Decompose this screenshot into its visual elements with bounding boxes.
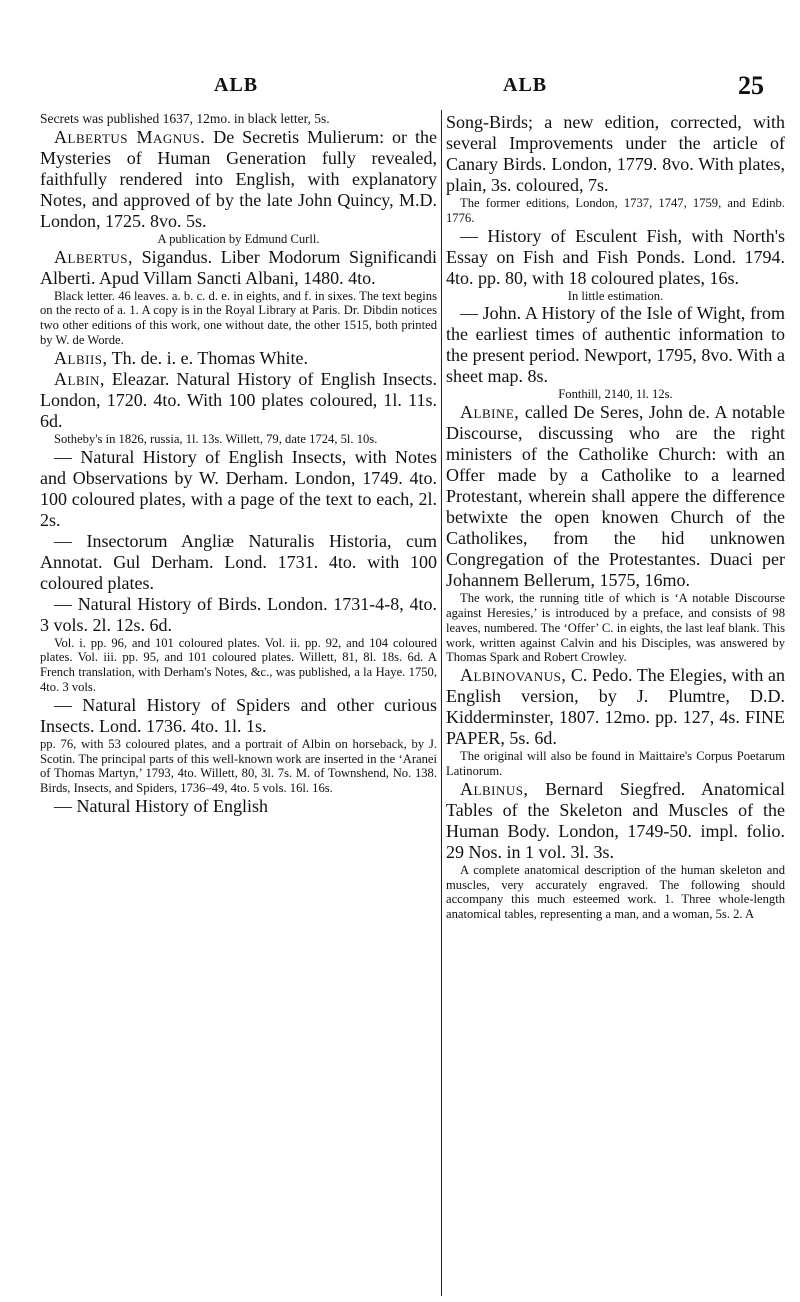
entry-text: — Natural History of English — [54, 795, 268, 816]
catalog-entry — [446, 226, 785, 289]
entry-text: De Secretis Mulierum: or the Mysteries of Human Generation fully revealed, faithfully rendered into English, with explanatory Notes, and approved of by the late John Quincy, M.D. London, 1725. 8vo. 5s. — [40, 126, 437, 231]
header-center-word: ALB — [503, 74, 548, 96]
catalog-entry — [40, 369, 437, 432]
header-left-word: ALB — [214, 74, 259, 96]
catalog-entry — [40, 695, 437, 737]
entry-heading: Albinus, — [460, 778, 529, 799]
catalog-entry — [446, 779, 785, 863]
entry-text: pp. 76, with 53 coloured plates, and a portrait of Albin on horseback, by J. Scotin. The principal parts of this well-known work are inserted in the ‘Aranei of Thomas Martyn,’ 1793, 4to. Willett, 80, 3l. 7s. M. of Townshend, No. 138. Birds, Insects, and Spiders, 1736–49, 4to. 5 vols. 16l. 16s. — [40, 736, 437, 796]
catalog-entry — [40, 796, 437, 817]
catalog-entry — [446, 112, 785, 196]
entry-heading: Albinovanus, — [460, 665, 567, 686]
entry-note — [40, 112, 437, 127]
entry-text: — History of Esculent Fish, with North's Essay on Fish and Fish Ponds. Lond. 1794. 4to. pp. 80, with 18 coloured plates, 16s. — [446, 225, 785, 288]
entry-note — [446, 196, 785, 226]
catalog-entry — [40, 247, 437, 289]
entry-note — [446, 749, 785, 779]
page-number: 25 — [738, 71, 764, 100]
entry-note — [40, 737, 437, 796]
catalog-entry — [40, 531, 437, 594]
entry-text: C. Pedo. The Elegies, with an English version, by J. Plumtre, D.D. Kidderminster, 1807. 12mo. pp. 127, 4s. FINE PAPER, 5s. 6d. — [446, 665, 785, 749]
entry-text: — Natural History of English Insects, with Notes and Observations by W. Derham. London, 1749. 4to. 100 coloured plates, with a page of the text to each, 2l. 2s. — [40, 446, 437, 530]
catalog-entry — [40, 127, 437, 232]
entry-text: The former editions, London, 1737, 1747, 1759, and Edinb. 1776. — [446, 196, 785, 225]
entry-text: A complete anatomical description of the human skeleton and muscles, very accurately engraved. The following should accompany this much esteemed work. 1. Three whole-length anatomical tables, representing a man, and a woman, 5s. 2. A — [446, 862, 785, 922]
entry-heading: Albine, — [460, 402, 520, 423]
entry-text: Vol. i. pp. 96, and 101 coloured plates. Vol. ii. pp. 92, and 104 coloured plates. Vol. iii. pp. 95, and 101 coloured plates. Willett, 81, 8l. 18s. 6d. A French translation, with Derham's Notes, &c., was published, a la Haye. 1750, 4to. 3 vols. — [40, 635, 437, 694]
catalog-entry — [40, 447, 437, 531]
entry-note — [446, 289, 785, 304]
entry-text: The original will also be found in Maittaire's Corpus Poetarum Latinorum. — [446, 749, 785, 778]
entry-heading: Albiis, — [54, 347, 108, 368]
catalog-entry — [446, 303, 785, 387]
entry-note — [446, 863, 785, 922]
entry-text: — Natural History of Spiders and other curious Insects. Lond. 1736. 4to. 1l. 1s. — [40, 694, 437, 736]
entry-note — [40, 289, 437, 348]
entry-text: Secrets was published 1637, 12mo. in black letter, 5s. — [40, 111, 330, 126]
entry-text: Th. de. i. e. Thomas White. — [107, 347, 308, 368]
column-divider — [441, 110, 442, 1296]
entry-text: The work, the running title of which is ‘A notable Discourse against Heresies,’ is introduced by a preface, and consists of 98 leaves, numbered. The ‘Offer’ C. in eights, the last leaf blank. This work, written against Calvin and his Disciples, was answered by Thomas Spark and Robert Crowley. — [446, 591, 785, 665]
catalog-entry — [40, 348, 437, 369]
entry-text: Bernard Siegfred. Anatomical Tables of the Skeleton and Muscles of the Human Body. London, 1749-50. impl. folio. 29 Nos. in 1 vol. 3l. 3s. — [446, 778, 785, 862]
entry-text: Sigandus. Liber Modorum Significandi Alberti. Apud Villam Sancti Albani, 1480. 4to. — [40, 246, 437, 288]
entry-text: Eleazar. Natural History of English Insects. London, 1720. 4to. With 100 plates coloured, 1l. 11s. 6d. — [40, 368, 437, 431]
entry-note — [40, 636, 437, 695]
entry-heading: Albin, — [54, 368, 105, 389]
entry-text: — John. A History of the Isle of Wight, from the earliest times of authentic information to the present period. Newport, 1795, 8vo. With a sheet map. 8s. — [446, 303, 785, 387]
entry-text: Song-Birds; a new edition, corrected, with several Improvements under the article of Canary Birds. London, 1779. 8vo. With plates, plain, 3s. coloured, 7s. — [446, 112, 785, 195]
running-header — [0, 71, 800, 102]
entry-note — [446, 591, 785, 665]
left-column — [40, 112, 437, 817]
catalog-entry — [446, 665, 785, 749]
entry-heading: Albertus Magnus. — [54, 126, 206, 147]
entry-text: Sotheby's in 1826, russia, 1l. 13s. Willett, 79, date 1724, 5l. 10s. — [54, 431, 378, 446]
entry-text: Fonthill, 2140, 1l. 12s. — [558, 387, 673, 402]
right-column — [446, 112, 785, 922]
entry-text: A publication by Edmund Curll. — [157, 231, 320, 246]
entry-note — [40, 232, 437, 247]
entry-text: — Natural History of Birds. London. 1731-4-8, 4to. 3 vols. 2l. 12s. 6d. — [40, 593, 437, 635]
entry-note — [446, 387, 785, 402]
catalog-entry — [446, 402, 785, 591]
entry-text: Black letter. 46 leaves. a. b. c. d. e. in eights, and f. in sixes. The text begins on the recto of a. 1. A copy is in the Royal Library at Paris. Dr. Dibdin notices two other editions of this work, one without date, the other 1515, both printed by W. de Worde. — [40, 288, 437, 347]
entry-text: In little estimation. — [567, 288, 664, 303]
catalog-entry — [40, 594, 437, 636]
entry-note — [40, 432, 437, 447]
entry-text: called De Seres, John de. A notable Discourse, discussing who are the right ministers of the Catholike Church: with an Offer made by a Catholike to a learned Protestant, wherein shall appere the difference betwixte the open knowen Church of the Catholikes, from the hid unknowen Congregation of the Protestantes. Duaci per Johannem Bellerum, 1575, 16mo. — [446, 402, 785, 591]
entry-heading: Albertus, — [54, 246, 134, 267]
entry-text: — Insectorum Angliæ Naturalis Historia, cum Annotat. Gul Derham. Lond. 1731. 4to. with 100 coloured plates. — [40, 530, 437, 593]
